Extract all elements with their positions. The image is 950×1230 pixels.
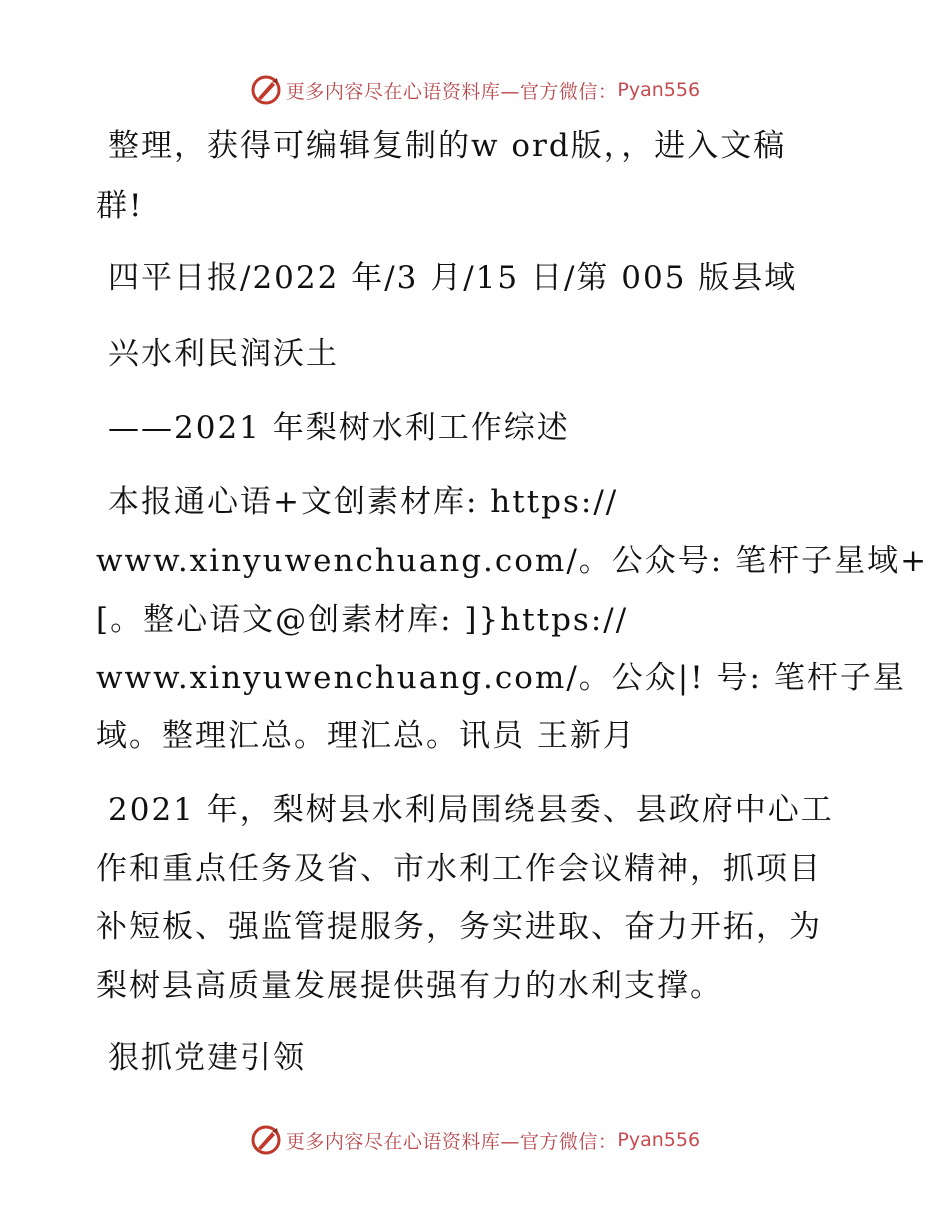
header-banner-text: 更多内容尽在心语资料库—官方微信： (285, 80, 618, 103)
article-title: 兴水利民润沃土 (108, 336, 339, 372)
footer-banner (0, 1122, 950, 1158)
quill-pen-logo-icon (250, 1124, 282, 1156)
paragraph-line-4: 梨树县高质量发展提供强有力的水利支撑。 (96, 968, 723, 1004)
reporter-line-1: 本报通心语+文创素材库: https:// (108, 484, 619, 520)
paragraph-line-2: 作和重点任务及省、市水利工作会议精神，抓项目 (96, 851, 822, 887)
paragraph-line-1: 2021 年，梨树县水利局围绕县委、县政府中心工 (108, 792, 834, 828)
body-line-1: 整理，获得可编辑复制的w ord版，，进入文稿 (108, 128, 787, 164)
reporter-line-3: [。整心语文@创素材库: ]}https:// (96, 602, 629, 638)
source-line: 四平日报/2022 年/3 月/15 日/第 005 版县域 (108, 260, 798, 296)
body-line-2: 群! (96, 188, 144, 224)
article-subtitle: ——2021 年梨树水利工作综述 (108, 410, 570, 446)
reporter-line-5: 域。整理汇总。理汇总。讯员 王新月 (96, 718, 636, 754)
header-banner-wechat: Pyan556 (617, 79, 701, 101)
quill-pen-logo-icon (250, 74, 282, 106)
reporter-line-4: www.xinyuwenchuang.com/。公众|! 号: 笔杆子星 (96, 660, 906, 696)
section-heading: 狠抓党建引领 (108, 1040, 306, 1076)
paragraph-line-3: 补短板、强监管提服务，务实进取、奋力开拓，为 (96, 909, 822, 945)
header-banner (0, 72, 950, 108)
footer-banner-wechat: Pyan556 (617, 1129, 701, 1151)
reporter-line-2: www.xinyuwenchuang.com/。公众号: 笔杆子星域+ (96, 543, 929, 579)
footer-banner-text: 更多内容尽在心语资料库—官方微信： (285, 1130, 618, 1153)
